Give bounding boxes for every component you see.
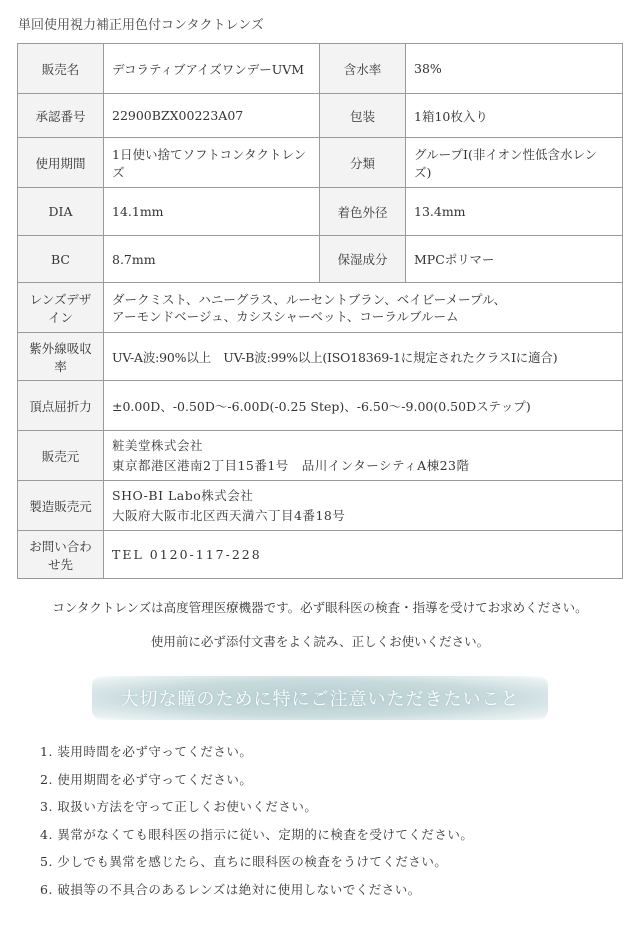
- page-title: 単回使用視力補正用色付コンタクトレンズ: [18, 18, 264, 33]
- package-value: 1箱10枚入り: [406, 94, 623, 138]
- bc-value: 8.7mm: [104, 236, 320, 283]
- usage-period-value: 1日使い捨てソフトコンタクトレンズ: [104, 138, 320, 188]
- spec-row: [18, 44, 623, 94]
- approval-number-label: 承認番号: [18, 94, 104, 138]
- spec-row: [18, 94, 623, 138]
- water-content-label: 含水率: [320, 44, 406, 94]
- dia-label: DIA: [18, 188, 104, 236]
- manufacturer-address: 大阪府大阪市北区西天満六丁目4番18号: [112, 507, 346, 523]
- spec-row: [18, 531, 623, 579]
- spec-row: [18, 481, 623, 531]
- manufacturer-name: SHO-BI Labo株式会社: [112, 487, 254, 503]
- usage-period-label: 使用期間: [18, 138, 104, 188]
- lens-design-line-1: ダークミスト、ハニーグラス、ルーセントブラン、ベイビーメープル、: [112, 291, 507, 307]
- contact-phone: TEL 0120-117-228: [104, 531, 623, 579]
- bc-label: BC: [18, 236, 104, 283]
- approval-number-value: 22900BZX00223A07: [104, 94, 320, 138]
- list-item: 5. 少しでも異常を感じたら、直ちに眼科医の検査をうけてください。: [40, 854, 448, 869]
- spec-row: [18, 283, 623, 333]
- list-item: 3. 取扱い方法を守って正しくお使いください。: [40, 799, 318, 814]
- spec-row: [18, 381, 623, 431]
- moisturizer-value: MPCポリマー: [406, 236, 623, 283]
- moisturizer-label: 保湿成分: [320, 236, 406, 283]
- product-name-label: 販売名: [18, 44, 104, 94]
- uv-absorption-label: 紫外線吸収率: [18, 333, 104, 381]
- seller-value: [104, 431, 623, 481]
- seller-address: 東京都港区港南2丁目15番1号 品川インターシティA棟23階: [112, 457, 470, 473]
- package-label: 包装: [320, 94, 406, 138]
- water-content-value: 38%: [406, 44, 623, 94]
- list-item: 4. 異常がなくても眼科医の指示に従い、定期的に検査を受けてください。: [40, 826, 474, 842]
- spec-row: [18, 236, 623, 283]
- product-name-value: デコラティブアイズワンデーUVM: [104, 44, 320, 94]
- lens-design-line-2: アーモンドベージュ、カシスシャーベット、コーラルブルーム: [112, 308, 459, 324]
- lens-design-label: レンズデザイン: [18, 283, 104, 333]
- classification-label: 分類: [320, 138, 406, 188]
- read-instructions-notice: 使用前に必ず添付文書をよく読み、正しくお使いください。: [150, 634, 490, 649]
- seller-name: 粧美堂株式会社: [112, 437, 204, 453]
- seller-label: 販売元: [18, 431, 104, 481]
- power-label: 頂点屈折力: [18, 381, 104, 431]
- spec-row: [18, 138, 623, 188]
- spec-row: [18, 188, 623, 236]
- list-item: 6. 破損等の不具合のあるレンズは絶対に使用しないでください。: [40, 881, 421, 897]
- colored-diameter-value: 13.4mm: [406, 188, 623, 236]
- caution-banner-text: 大切な瞳のために特にご注意いただきたいこと: [120, 689, 520, 710]
- contact-label: お問い合わせ先: [18, 531, 104, 579]
- spec-table: [17, 43, 623, 579]
- list-item: 1. 装用時間を必ず守ってください。: [40, 744, 253, 759]
- colored-diameter-label: 着色外径: [320, 188, 406, 236]
- manufacturer-label: 製造販売元: [18, 481, 104, 531]
- classification-value: グループⅠ(非イオン性低含水レンズ): [406, 138, 623, 188]
- medical-device-notice: コンタクトレンズは高度管理医療機器です。必ず眼科医の検査・指導を受けてお求めください。: [52, 600, 588, 615]
- manufacturer-value: [104, 481, 623, 531]
- list-item: 2. 使用期間を必ず守ってください。: [40, 771, 253, 787]
- spec-row: [18, 431, 623, 481]
- power-value: ±0.00D、-0.50D～-6.00D(-0.25 Step)、-6.50～-9.00(0.50Dステップ): [104, 381, 623, 431]
- spec-row: [18, 333, 623, 381]
- caution-banner: [92, 676, 548, 720]
- lens-design-value: [104, 283, 623, 333]
- dia-value: 14.1mm: [104, 188, 320, 236]
- caution-list: [40, 738, 620, 903]
- uv-absorption-value: UV-A波:90%以上 UV-B波:99%以上(ISO18369-1に規定されたクラスⅠに適合): [104, 333, 623, 381]
